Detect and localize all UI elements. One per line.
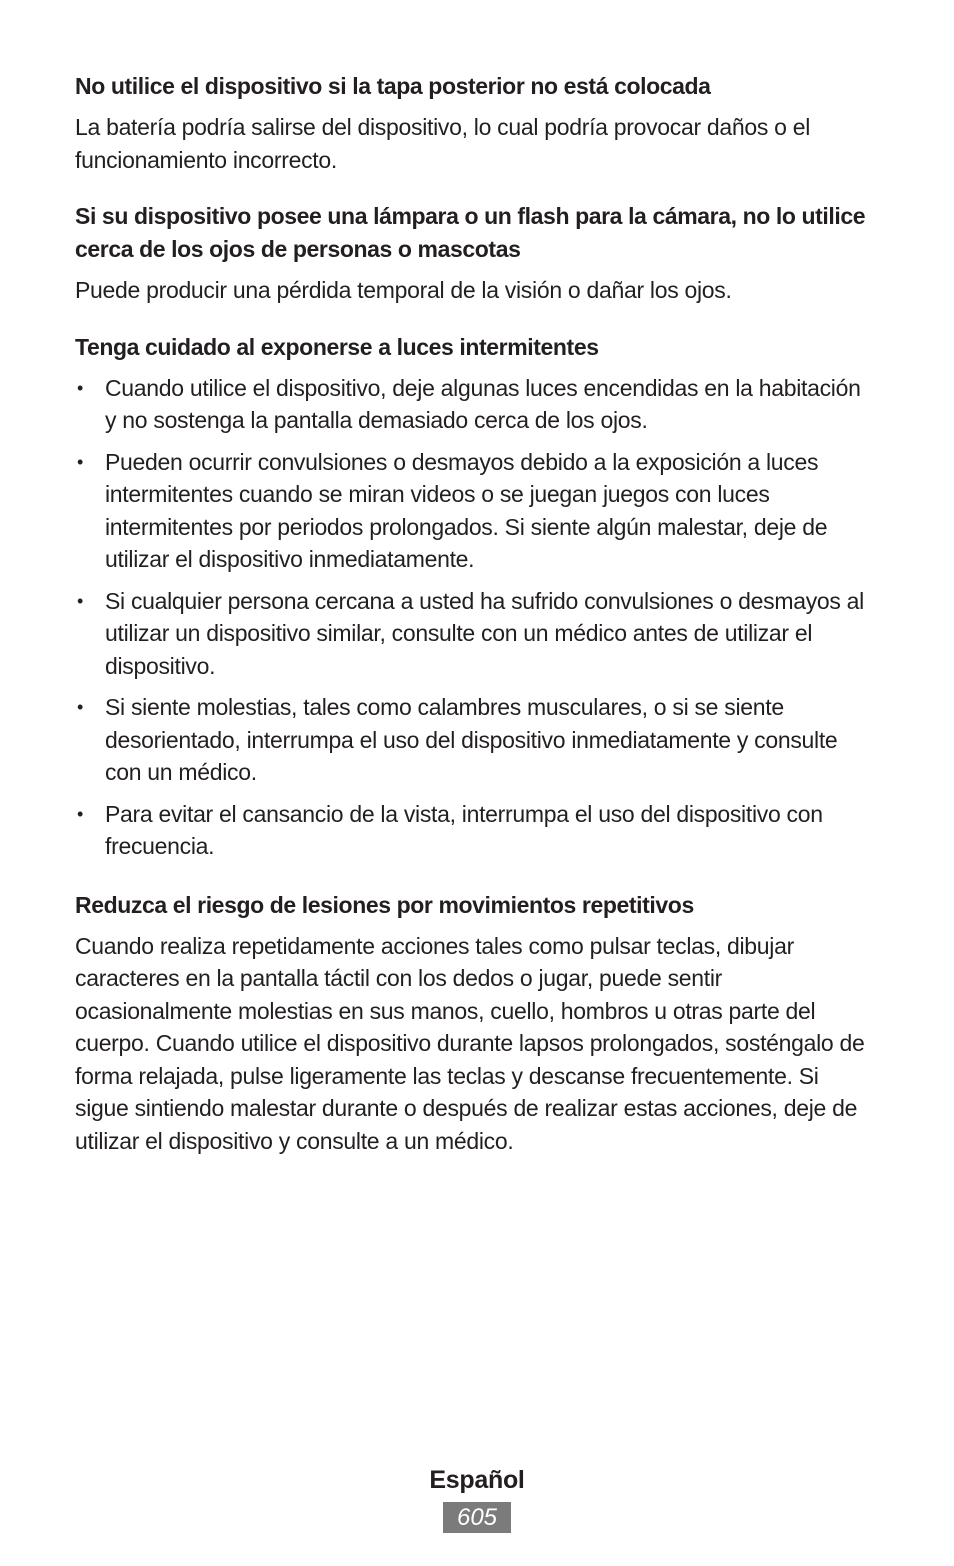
bullet-icon: •: [77, 590, 84, 611]
section-back-cover: [75, 70, 875, 176]
list-item: [75, 446, 875, 576]
list-item: [75, 691, 875, 789]
section-paragraph: Cuando realiza repetidamente acciones tales como pulsar teclas, dibujar caracteres en la pantalla táctil con los dedos o jugar, puede sentir ocasionalmente molestias en sus manos, cuello, hombros u otras parte del cuerpo. Cuando utilice el dispositivo durante lapsos prolongados, sosténgalo de forma relajada, pulse ligeramente las teclas y descanse frecuentemente. Si sigue sintiendo malestar durante o después de realizar estas acciones, deje de utilizar el dispositivo y consulte a un médico.: [75, 932, 865, 1154]
list-item-text: Cuando utilice el dispositivo, deje algunas luces encendidas en la habitación y no sostenga la pantalla demasiado cerca de los ojos.: [105, 374, 861, 433]
bullet-icon: •: [77, 803, 84, 824]
list-item-text: Si cualquier persona cercana a usted ha sufrido convulsiones o desmayos al utilizar un dispositivo similar, consulte con un médico antes de utilizar el dispositivo.: [105, 587, 864, 679]
bullet-icon: •: [77, 451, 84, 472]
page-number-badge: 605: [443, 1502, 511, 1533]
list-item: [75, 372, 875, 437]
document-body: [75, 70, 875, 1181]
list-item-text: Para evitar el cansancio de la vista, interrumpa el uso del dispositivo con frecuencia.: [105, 800, 823, 859]
section-heading: Si su dispositivo posee una lámpara o un flash para la cámara, no lo utilice cerca de los ojos de personas o mascotas: [75, 203, 866, 262]
section-heading: Tenga cuidado al exponerse a luces intermitentes: [75, 333, 599, 360]
bullet-icon: •: [77, 697, 84, 717]
section-paragraph: La batería podría salirse del dispositivo, lo cual podría provocar daños o el funcionamiento incorrecto.: [75, 114, 811, 173]
list-item: [75, 798, 875, 863]
section-flash-warning: [75, 200, 875, 307]
section-heading: No utilice el dispositivo si la tapa posterior no está colocada: [75, 73, 711, 99]
bullet-list: [75, 372, 875, 863]
footer-language: Español: [429, 1466, 525, 1494]
list-item-text: Pueden ocurrir convulsiones o desmayos debido a la exposición a luces intermitentes cuando se miran videos o se juegan juegos con luces intermitentes por periodos prolongados. Si siente algún malestar, deje de utilizar el dispositivo inmediatamente.: [105, 448, 828, 572]
page-footer: [0, 1462, 954, 1533]
section-heading: Reduzca el riesgo de lesiones por movimientos repetitivos: [75, 891, 694, 918]
list-item-text: Si siente molestias, tales como calambres musculares, o si se siente desorientado, interrumpa el uso del dispositivo inmediatamente y consulte con un médico.: [105, 694, 838, 785]
bullet-icon: •: [77, 377, 84, 398]
section-flashing-lights: [75, 331, 875, 863]
section-repetitive-motion: [75, 889, 875, 1158]
section-paragraph: Puede producir una pérdida temporal de la visión o dañar los ojos.: [75, 277, 732, 303]
list-item: [75, 585, 875, 683]
